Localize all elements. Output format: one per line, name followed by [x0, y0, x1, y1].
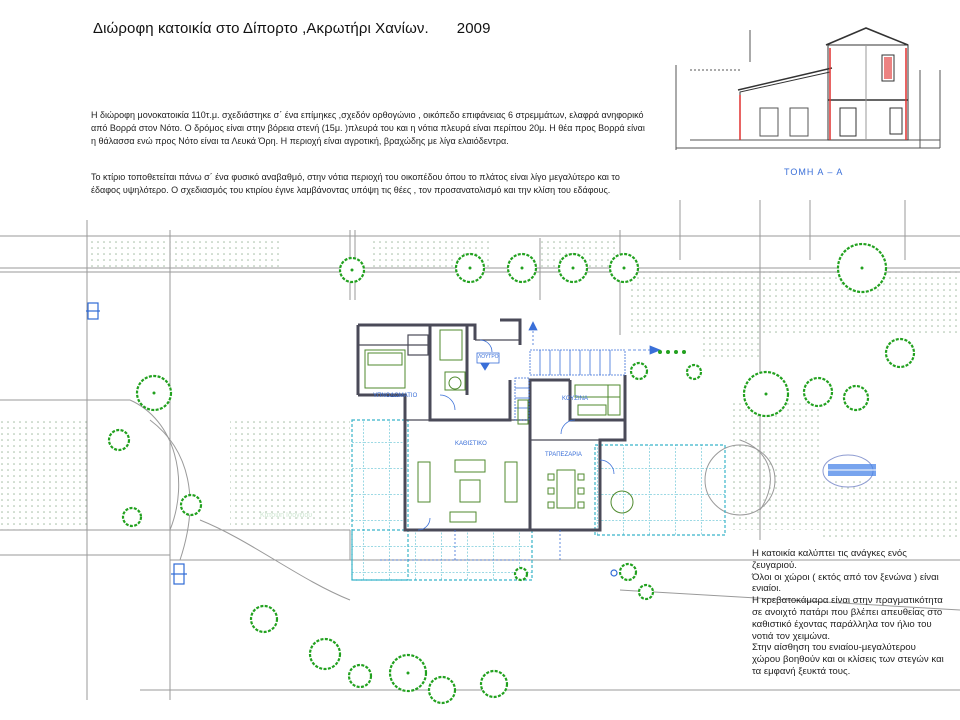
title-year: 2009	[456, 20, 491, 37]
title-text: Διώροφη κατοικία στο Δίπορτο ,Ακρωτήρι Χανίων.	[93, 20, 429, 37]
description-paragraph-2: Το κτίριο τοποθετείται πάνω σ΄ ένα φυσικό αναβαθμό, στην νότια περιοχή του οικοπέδου όπου το πλάτος είναι λίγο μεγαλύτερο και το έδαφος υψηλότερο. Ο σχεδιασμός του κτιρίου έγινε λαμβάνοντας υπόψη τις θέες , τον προσανατολισμό και την κλίση του εδάφους.	[91, 172, 620, 195]
terraces	[352, 420, 725, 580]
tree	[123, 508, 141, 526]
tree	[515, 568, 527, 580]
description-paragraph-1: Η διώροφη μονοκατοικία 110τ.μ. σχεδιάστηκε σ΄ ένα επίμηκες ,σχεδόν ορθογώνιο , οικόπεδο επιφάνειας 6 στρεμμάτων, ελαφρά ανηφορικό από Βορρά στον Νότο. Ο δρόμος είναι στην βόρεια στενή (15μ. )πλευρά του και η νότια πλευρά είναι περίπου 20μ. Η θέα προς Βορρά είναι η θάλασσα ενώ προς Νότο είναι τα Λευκά Όρη. Η περιοχή είναι αγροτική, βραχώδης με λίγα ελαιόδεντρα.	[91, 110, 645, 146]
note-line: χώρου βοηθούν και οι κλίσεις των στεγών και	[752, 654, 944, 666]
tree	[481, 671, 507, 697]
section-a-a-drawing	[676, 28, 940, 150]
tree	[620, 564, 636, 580]
tree	[687, 365, 701, 379]
tree	[886, 339, 914, 367]
room-label-bedroom: ΥΠΝΟΔΩΜΑΤΙΟ	[373, 393, 418, 399]
note-line: Η κρεβατοκάμαρα είναι στην πραγματικότητα	[752, 595, 943, 607]
note-line: καθιστικό έχοντας παράλληλα τον ήλιο του	[752, 618, 932, 630]
note-line: νοτιά τον χειμώνα.	[752, 630, 831, 642]
hedge	[658, 350, 686, 354]
tree	[804, 378, 832, 406]
design-note	[752, 548, 960, 678]
tree	[310, 639, 340, 669]
room-label-kitchen: ΚΟΥΖΙΝΑ	[562, 396, 588, 402]
room-label-bath: ΛΟΥΤΡΟ	[478, 354, 499, 360]
tree	[639, 585, 653, 599]
room-label-living: ΚΑΘΙΣΤΙΚΟ	[455, 441, 487, 447]
room-label-dining: ΤΡΑΠΕΖΑΡΙΑ	[545, 452, 582, 458]
note-line: ενιαίοι.	[752, 583, 782, 595]
note-line: Η κατοικία καλύπτει τις ανάγκες ενός	[752, 548, 907, 559]
tree	[251, 606, 277, 632]
tree	[181, 495, 201, 515]
tree	[844, 386, 868, 410]
note-line: Στην αίσθηση του ενιαίου-μεγαλύτερου	[752, 642, 916, 654]
section-label: ΤΟΜΗ Α – Α	[784, 167, 844, 177]
ground-floor-label: Κάτοψη Ισογείου	[260, 512, 313, 519]
tree	[429, 677, 455, 703]
note-line: τα εμφανή ξευκτά τους.	[752, 665, 851, 677]
note-line: ζευγαριού.	[752, 559, 797, 571]
tree	[631, 363, 647, 379]
tree	[109, 430, 129, 450]
note-line: σε ανοιχτό πατάρι που βλέπει απευθείας στο	[752, 606, 943, 618]
note-line: Όλοι οι χώροι ( εκτός από τον ξενώνα ) είναι	[752, 571, 939, 583]
tree	[349, 665, 371, 687]
sheet-title	[93, 20, 491, 37]
